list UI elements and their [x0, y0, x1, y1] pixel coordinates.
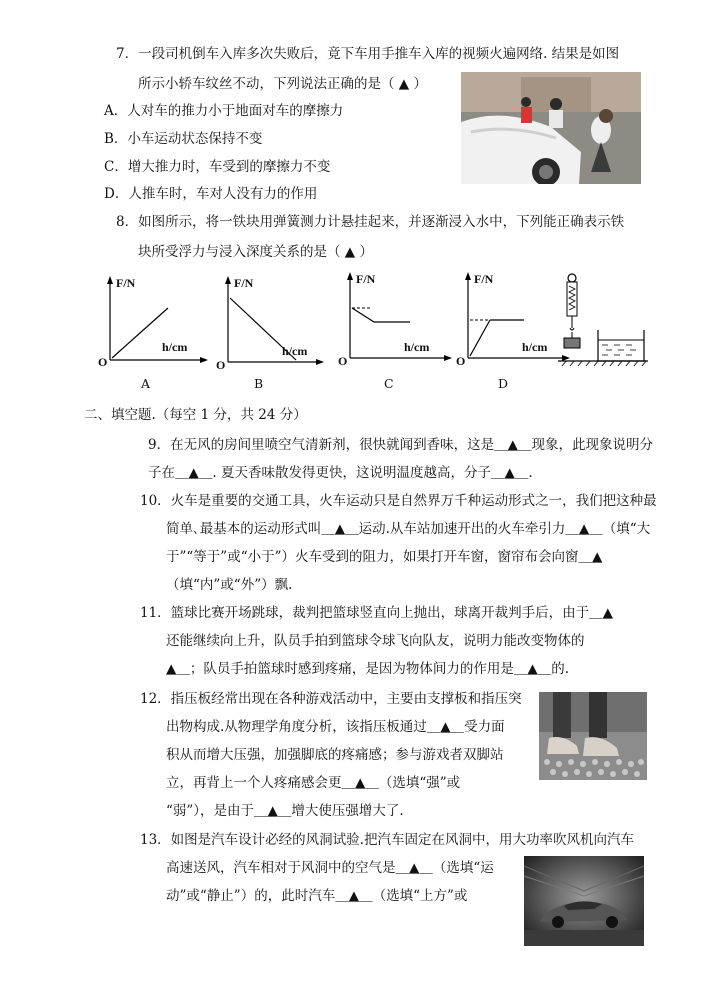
q7-option-c: C．增大推力时，车受到的摩擦力不变: [104, 159, 331, 175]
graph-c-x-label: h/cm: [404, 340, 430, 354]
graph-b-caption: B: [254, 376, 264, 391]
q10-line1: 10．火车是重要的交通工具，火车运动只是自然界万千种运动形式之一，我们把这种最: [140, 493, 657, 509]
q12-line3: 积从而增大压强，加强脚底的疼痛感；参与游戏者双脚站: [166, 747, 504, 763]
graph-d: [456, 270, 572, 380]
q8-stem-line2: 块所受浮力与浸入深度关系的是（ ▲ ）: [138, 244, 373, 260]
q7-option-b: B．小车运动状态保持不变: [104, 131, 263, 147]
q12-line5: “弱”），是由于＿▲＿增大使压强增大了.: [166, 803, 404, 819]
q11-line3: ▲＿；队员手拍篮球时感到疼痛，是因为物体间力的作用是＿▲＿的.: [166, 661, 570, 677]
graph-a-caption: A: [141, 376, 151, 391]
graph-b-y-label: F/N: [234, 276, 254, 290]
q8-stem-line1: 8．如图所示，将一铁块用弹簧测力计悬挂起来，并逐渐浸入水中，下列能正确表示铁: [116, 214, 625, 230]
graph-a-origin: O: [98, 355, 108, 369]
q11-line1: 11．篮球比赛开场跳球，裁判把篮球竖直向上抛出，球离开裁判手后，由于＿▲: [140, 605, 614, 621]
q13-line2: 高速送风，汽车相对于风洞中的空气是＿▲＿（选填“运: [166, 860, 494, 876]
graph-a-y-label: F/N: [116, 276, 136, 290]
q13-line3: 动”或“静止”）的，此时汽车＿▲＿（选填“上方”或: [166, 888, 468, 904]
q11-line2: 还能继续向上升，队员手拍到篮球令球飞向队友，说明力能改变物体的: [166, 633, 585, 649]
q12-line2: 出物构成.从物理学角度分析，该指压板通过＿▲＿受力面: [166, 719, 505, 735]
graph-c-caption: C: [384, 376, 394, 391]
graph-b-x-label: h/cm: [282, 344, 308, 358]
graph-c-origin: O: [338, 354, 348, 368]
acupressure-board-photo: [539, 692, 647, 780]
q7-stem-line1: 7．一段司机倒车入库多次失败后，竟下车用手推车入库的视频火遍网络. 结果是如图: [116, 46, 620, 62]
q10-line3: 于”“等于”或“小于”）火车受到的阻力，如果打开车窗，窗帘布会向窗＿▲: [166, 549, 603, 565]
graph-c: [338, 270, 454, 380]
q9-line2: 子在＿▲＿. 夏天香味散发得更快，这说明温度越高，分子＿▲＿.: [148, 465, 533, 481]
car-push-photo: [461, 72, 641, 184]
graph-d-y-label: F/N: [474, 272, 494, 286]
q10-line2: 简单､最基本的运动形式叫＿▲＿运动.从车站加速开出的火车牵引力＿▲＿（填“大: [166, 521, 651, 537]
q9-line1: 9．在无风的房间里喷空气清新剂，很快就闻到香味，这是＿▲＿现象，此现象说明分: [148, 437, 653, 453]
graph-b-origin: O: [216, 358, 226, 372]
graph-c-y-label: F/N: [356, 272, 376, 286]
graph-b: [216, 270, 326, 380]
graph-a-x-label: h/cm: [162, 340, 188, 354]
section-2-heading: 二、填空题.（每空 1 分，共 24 分）: [84, 407, 307, 423]
q7-stem-line2: 所示小轿车纹丝不动，下列说法正确的是（ ▲ ）: [138, 76, 427, 92]
spring-scale-figure: [558, 270, 648, 370]
graph-d-caption: D: [498, 376, 509, 391]
wind-tunnel-car-photo: [524, 856, 644, 946]
graph-d-origin: O: [456, 354, 466, 368]
graph-a: [98, 270, 208, 380]
q13-line1: 13．如图是汽车设计必经的风洞试验.把汽车固定在风洞中，用大功率吹风机向汽车: [140, 832, 634, 848]
q10-line4: （填“内”或“外”）飘.: [166, 577, 293, 593]
graph-d-x-label: h/cm: [522, 340, 548, 354]
q7-option-a: A．人对车的推力小于地面对车的摩擦力: [104, 103, 344, 119]
q12-line4: 立，再背上一个人疼痛感会更＿▲＿（选填“强”或: [166, 775, 461, 791]
q12-line1: 12．指压板经常出现在各种游戏活动中，主要由支撑板和指压突: [140, 691, 522, 707]
q7-option-d: D．人推车时，车对人没有力的作用: [104, 186, 318, 202]
